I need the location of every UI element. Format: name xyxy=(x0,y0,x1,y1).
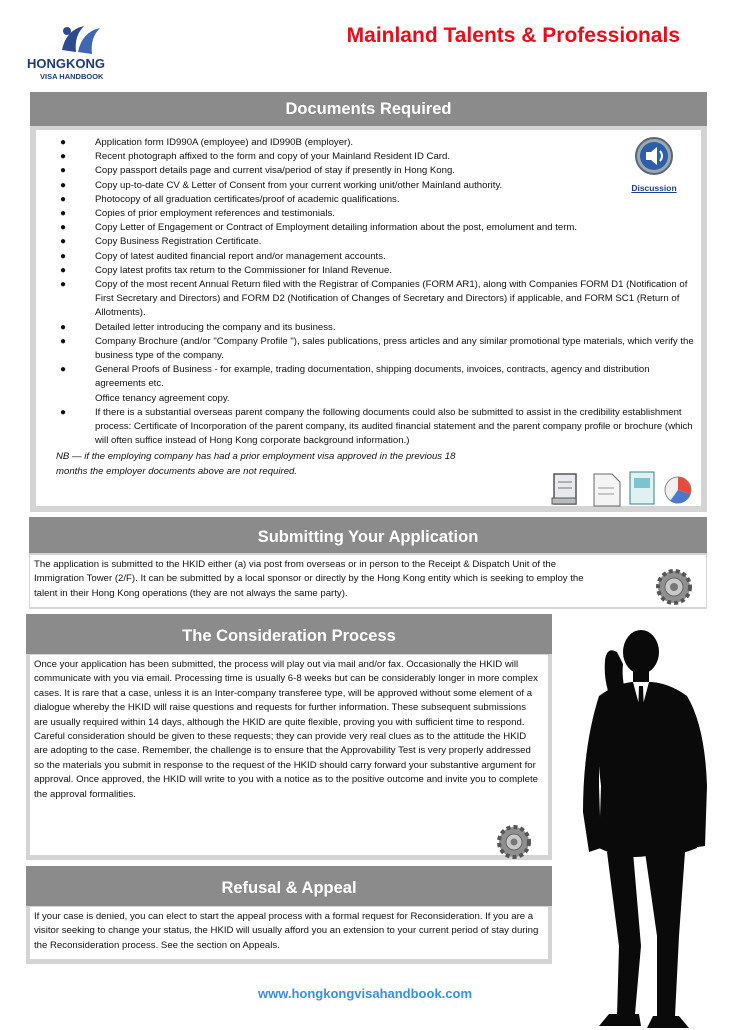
submitting-text: The application is submitted to the HKID either (a) via post from overseas or in person to the Receipt & Dispatch Unit of the Immigration Tower (2/F). It can be submitted by a local sponsor or directly by the Hong Kong entity which is seeking to employ the talent in their Hong Kong operations (they are not always the same party). xyxy=(34,559,584,599)
documents-body xyxy=(36,130,701,506)
refusal-text: If your case is denied, you can elect to start the appeal process with a formal request for Reconsideration. If you are a visitor seeking to change your status, the HKID will usually afford you an extension to your current period of stay during the Reconsideration process. See the section on Appeals. xyxy=(34,911,539,951)
list-item: ● Copy latest profits tax return to the Commissioner for Inland Revenue. xyxy=(60,264,393,276)
consideration-body xyxy=(30,655,548,855)
chart-icon xyxy=(665,477,691,503)
document-page-icon xyxy=(594,474,620,506)
list-item: ● If there is a substantial overseas parent company the following documents could also be submitted to assist in the credibility establishment process: Certificate of Incorporation of the parent company, its audited financial statement and the parent company profile or brochure (which will often suffice instead of Hong Kong corporate background information.) xyxy=(60,406,693,447)
site-logo xyxy=(22,22,147,84)
gear-icon xyxy=(655,568,693,606)
refusal-body xyxy=(30,907,548,959)
submitting-body xyxy=(30,555,706,607)
list-item: ● Company Brochure (and/or "Company Profile "), sales publications, press articles and any similar promotional type materials, which verify the business type of the company. xyxy=(60,335,694,362)
list-item-extra: Office tenancy agreement copy. xyxy=(95,392,230,404)
logo-emblem-icon xyxy=(22,22,147,84)
speaker-icon xyxy=(634,136,674,176)
businessman-silhouette xyxy=(529,616,729,1030)
binder-icon xyxy=(552,474,576,504)
consideration-text: Once your application has been submitted, the process will play out via mail and/or fax. Occasionally the HKID will communicate with you via email. Processing time is usually 6-8 weeks but can be considerably longer in more complex cases. It is rare that a case, unless it is an Inter-company transferee type, will be approved without some element of a dialogue whereby the HKID will raise questions and requests for further information. These subsequent submissions are usually required within 14 days, although the HKID are quite flexible, proving you with sufficient time to respond. Careful consideration should be given to these requests; they can provide very real clues as to the attitude the HKID are adopting to the case. Remember, the challenge is to ensure that the Approvability Test is very properly addressed so the materials you submit in response to the request of the HKID should carry forward your substantive argument for approval. Once approved, the HKID will write to you with a notice as to the positive outcome and invite you to complete the approval formalities. xyxy=(34,659,538,800)
document-icons xyxy=(548,468,708,508)
footer-url-link[interactable]: www.hongkongvisahandbook.com xyxy=(257,986,473,1001)
page-title: Mainland Talents & Professionals xyxy=(346,24,680,47)
list-item: ● Copy Business Registration Certificate. xyxy=(60,236,262,248)
list-item: ● Recent photograph affixed to the form and copy of your Mainland Resident ID Card. xyxy=(60,151,450,163)
list-item: ● Copy of the most recent Annual Return filed with the Registrar of Companies (FORM AR1), along with Companies FORM D1 (Notification of First Secretary and Directors) and FORM D2 (Notification of Changes of Secretary and Directors) if applicable, and FORM SC1 (Return of Allotments). xyxy=(60,279,688,319)
spreadsheet-icon xyxy=(630,472,654,504)
refusal-heading: Refusal & Appeal xyxy=(26,866,552,906)
logo-line2: VISA HANDBOOK xyxy=(40,72,104,81)
list-item: ● Copy of latest audited financial report and/or management accounts. xyxy=(60,250,386,262)
discussion-label[interactable]: Discussion xyxy=(631,183,677,193)
logo-line1: HONGKONG xyxy=(27,56,105,71)
list-item: ● Copy passport details page and current visa/period of stay if presently in Hong Kong. xyxy=(60,165,455,177)
list-item: ● Application form ID990A (employee) and ID990B (employer). xyxy=(60,137,354,148)
list-item: ● Copy Letter of Engagement or Contract of Employment detailing information about the post, emolument and term. xyxy=(60,222,578,234)
submitting-heading: Submitting Your Application xyxy=(29,517,707,553)
documents-list xyxy=(36,136,701,448)
list-item: ● General Proofs of Business - for example, trading documentation, shipping documents, invoices, contracts, agency and distribution agreements etc. Office tenancy agreement copy. xyxy=(36,363,701,406)
discussion-audio-link[interactable] xyxy=(630,136,678,196)
list-item: ● Detailed letter introducing the company and its business. xyxy=(60,321,336,333)
list-item: ● Copy up-to-date CV & Letter of Consent from your current working unit/other Mainland authority. xyxy=(60,179,503,191)
documents-heading: Documents Required xyxy=(30,92,707,126)
list-item: ● Photocopy of all graduation certificates/proof of academic qualifications. xyxy=(60,193,400,205)
gear-icon xyxy=(496,824,532,860)
nb-note: NB — if the employing company has had a prior employment visa approved in the previous 18 months the employer documents above are not required. xyxy=(56,451,456,477)
list-item: ● Copies of prior employment references and testimonials. xyxy=(60,208,335,220)
consideration-heading: The Consideration Process xyxy=(26,614,552,654)
